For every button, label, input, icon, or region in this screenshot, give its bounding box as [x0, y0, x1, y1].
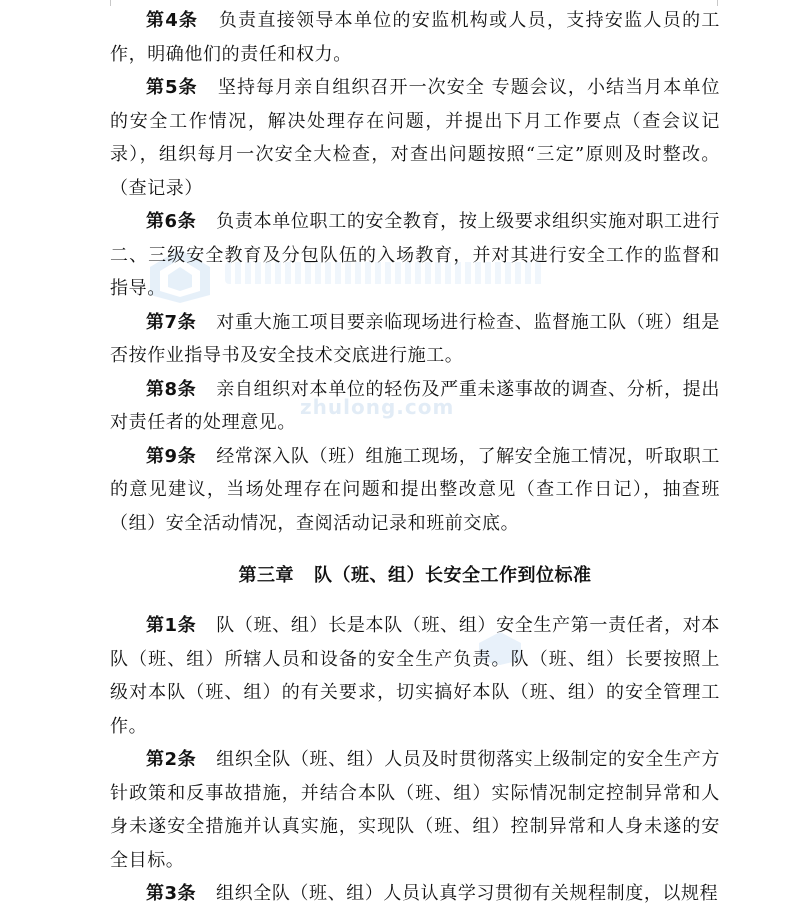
article-text: 负责直接领导本单位的安监机构或人员，支持安监人员的工作，明确他们的责任和权力。	[110, 10, 720, 65]
article-paragraph	[110, 877, 720, 911]
document-body	[110, 4, 720, 911]
article-number: 第9条	[146, 445, 197, 467]
article-text: 组织全队（班、组）人员认真学习贯彻有关规程制度，以规程	[216, 883, 719, 904]
article-number: 第5条	[146, 77, 198, 98]
article-text: 对重大施工项目要亲临现场进行检查、监督施工队（班）组是否按作业指导书及安全技术交底进行施工。	[110, 311, 720, 366]
article-number: 第4条	[146, 10, 199, 31]
chapter-heading	[110, 540, 720, 609]
article-number: 第8条	[146, 378, 197, 400]
article-paragraph	[110, 4, 720, 71]
chapter-title: 队（班、组）长安全工作到位标准	[314, 565, 592, 586]
article-text: 坚持每月亲自组织召开一次安全 专题会议，小结当月本单位的安全工作情况，解决处理存在问题，并提出下月工作要点（查会议记录），组织每月一次安全大检查，对查出问题按照“三定”原则及时整改。（查记录）	[110, 77, 720, 199]
article-text: 亲自组织对本单位的轻伤及严重未遂事故的调查、分析，提出对责任者的处理意见。	[110, 378, 720, 433]
chapter-number: 第三章	[238, 565, 294, 586]
article-number: 第2条	[146, 749, 197, 770]
article-paragraph	[110, 373, 720, 440]
article-paragraph	[110, 743, 720, 877]
article-paragraph	[110, 205, 720, 306]
article-paragraph	[110, 71, 720, 205]
article-paragraph	[110, 609, 720, 743]
article-number: 第1条	[146, 615, 197, 636]
article-text: 队（班、组）长是本队（班、组）安全生产第一责任者，对本队（班、组）所辖人员和设备的安全生产负责。队（班、组）长要按照上级对本队（班、组）的有关要求，切实搞好本队（班、组）的安全管理工作。	[110, 615, 720, 737]
article-text: 负责本单位职工的安全教育，按上级要求组织实施对职工进行二、三级安全教育及分包队伍的入场教育，并对其进行安全工作的监督和指导。	[110, 211, 720, 299]
article-text: 经常深入队（班）组施工现场，了解安全施工情况，听取职工的意见建议，当场处理存在问题和提出整改意见（查工作日记），抽查班（组）安全活动情况，查阅活动记录和班前交底。	[110, 445, 720, 534]
article-number: 第3条	[146, 883, 197, 904]
article-paragraph	[110, 440, 720, 541]
article-number: 第7条	[146, 311, 197, 333]
article-paragraph	[110, 306, 720, 373]
article-number: 第6条	[146, 211, 197, 232]
watermark-text: zhulong.com	[300, 395, 455, 419]
article-text: 组织全队（班、组）人员及时贯彻落实上级制定的安全生产方针政策和反事故措施，并结合本队（班、组）实际情况制定控制异常和人身未遂安全措施并认真实施，实现队（班、组）控制异常和人身未遂的安全目标。	[110, 749, 720, 871]
